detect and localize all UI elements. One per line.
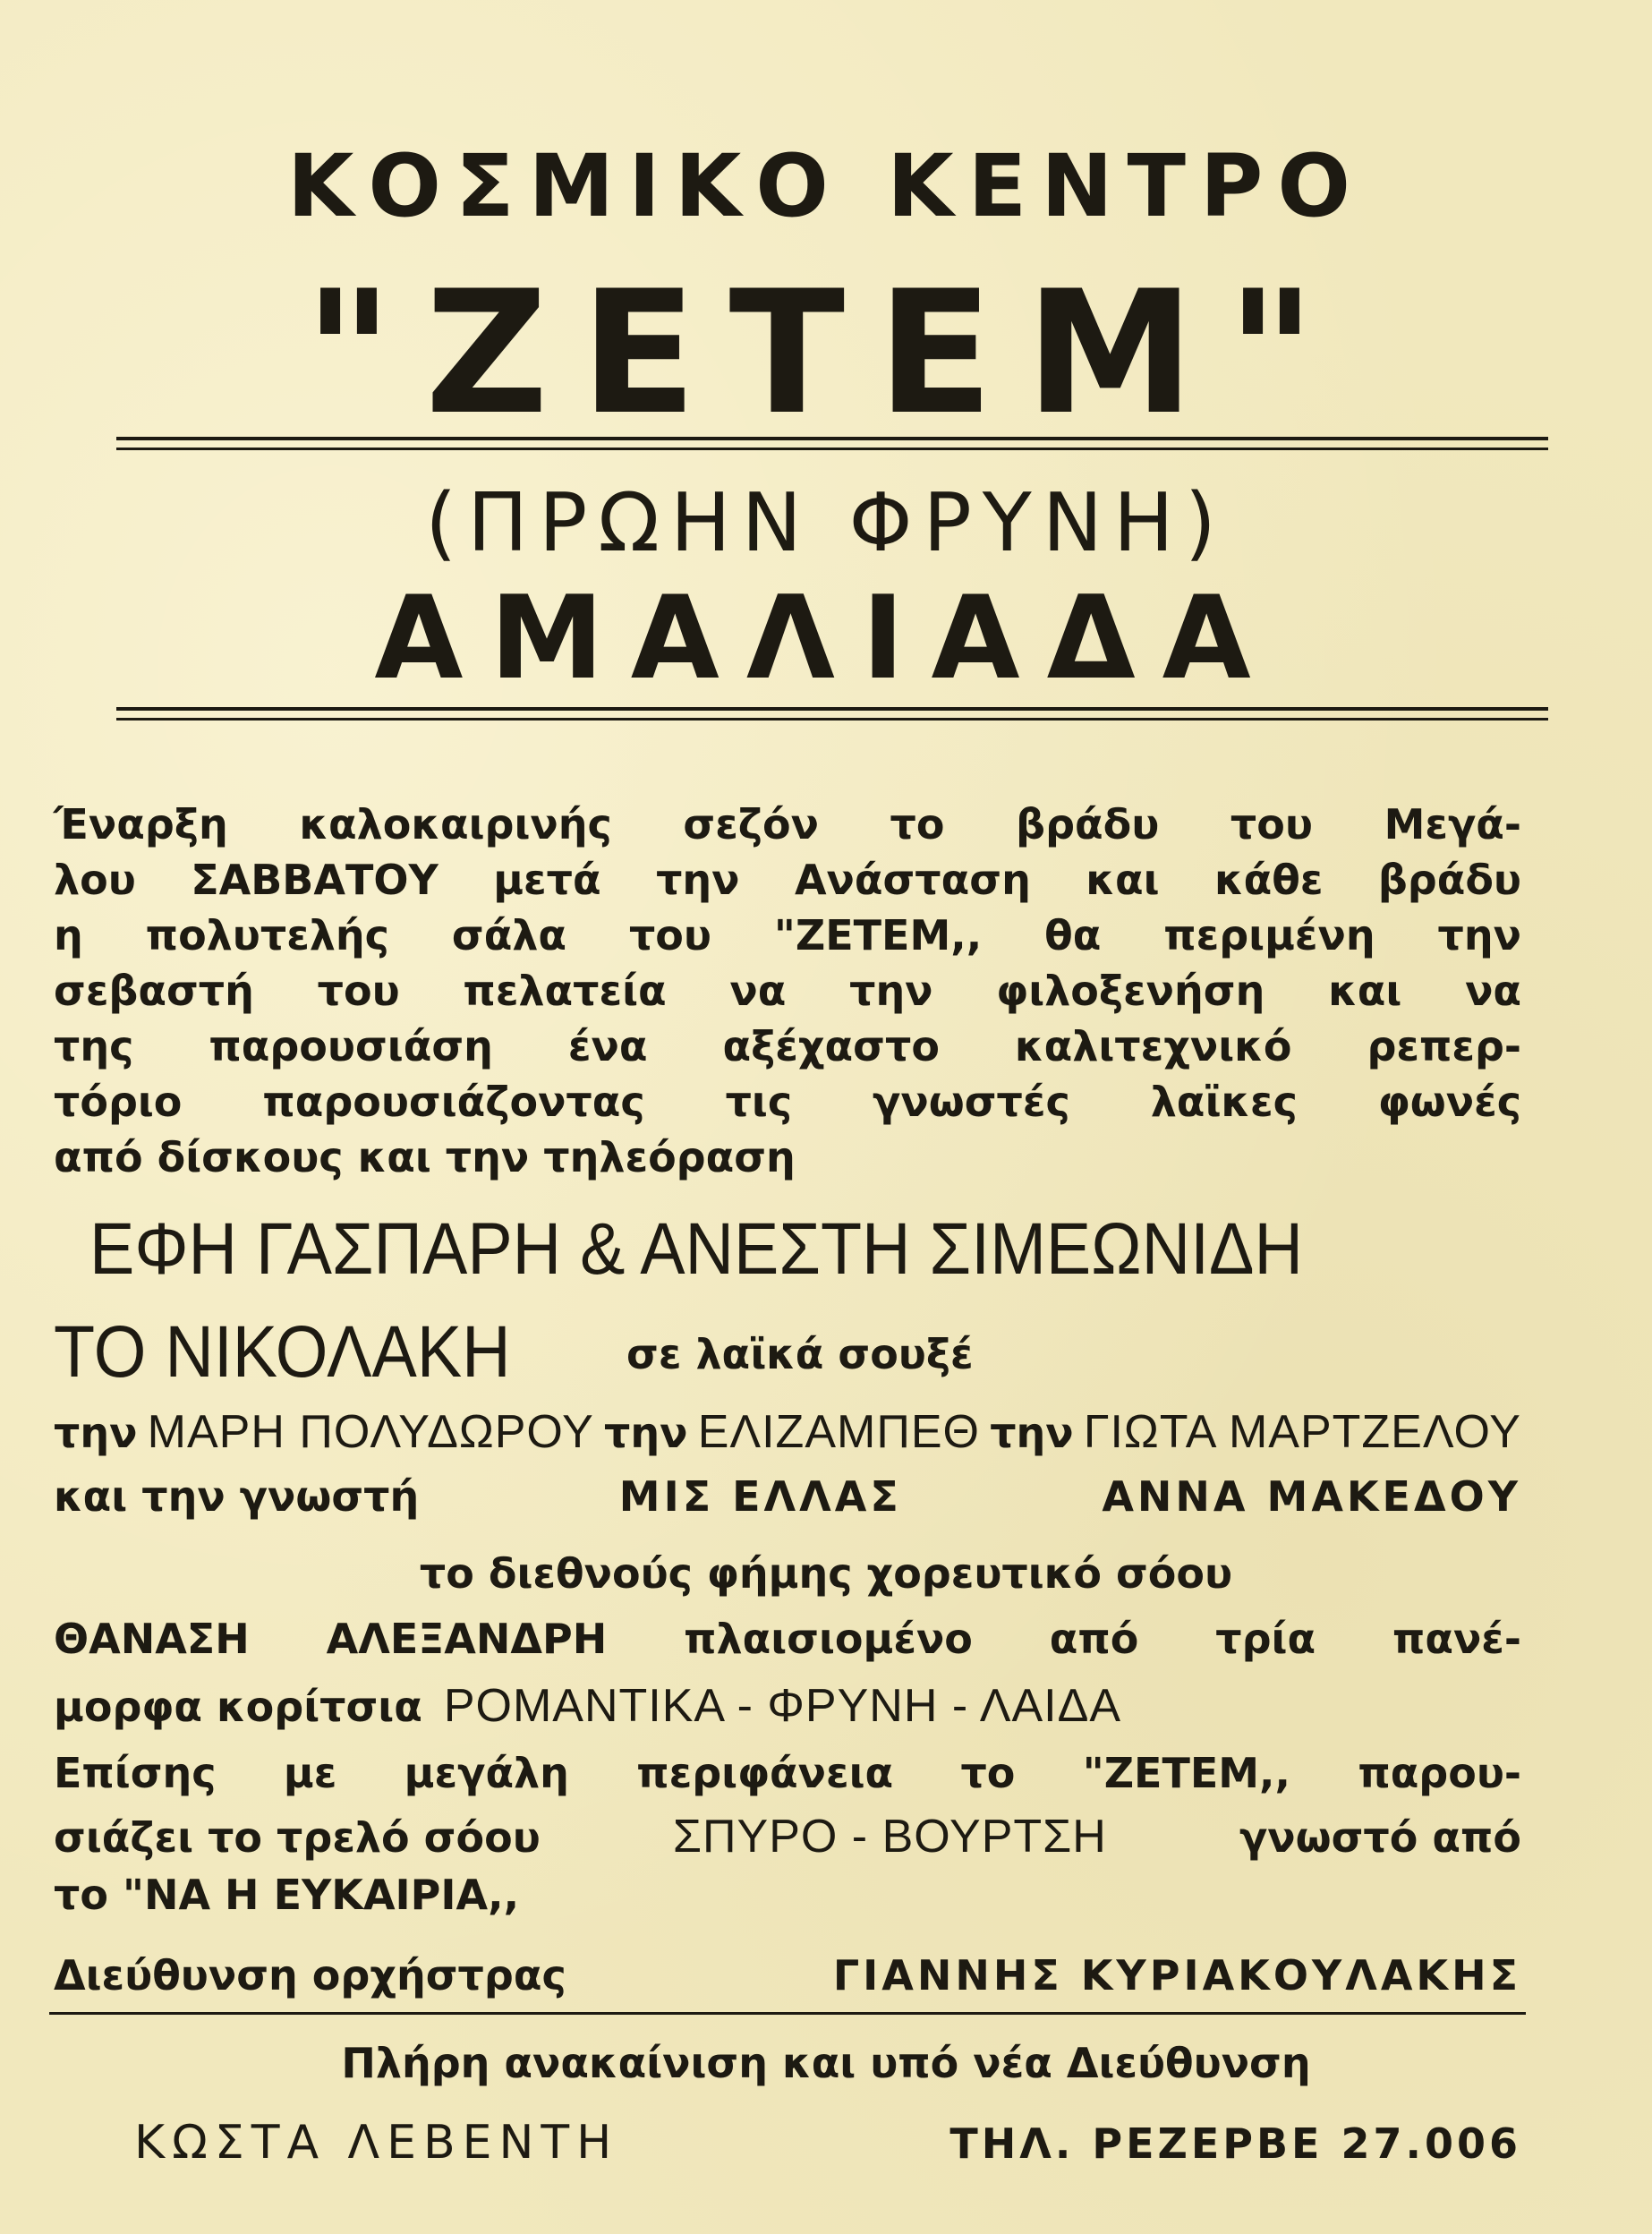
footer-row bbox=[54, 2116, 1521, 2170]
intro-line: από δίσκους και την τηλεόραση bbox=[54, 1133, 796, 1181]
reservation-phone: ΤΗΛ. ΡΕΖΕΡΒΕ 27.006 bbox=[949, 2119, 1521, 2168]
miss-greece-title: ΜΙΣ ΕΛΛΑΣ bbox=[618, 1472, 902, 1521]
venue-type-heading: ΚΟΣΜΙΚΟ ΚΕΝΤΡΟ bbox=[286, 136, 1365, 236]
singer-giota: ΓΙΩΤΑ ΜΑΡΤΖΕΛΟΥ bbox=[1083, 1406, 1521, 1458]
singer-mari: ΜΑΡΗ ΠΟΛΥΔΩΡΟΥ bbox=[147, 1406, 594, 1458]
renovation-line: Πλήρη ανακαίνιση και υπό νέα Διεύθυνση bbox=[341, 2039, 1311, 2087]
header-rule-top bbox=[116, 437, 1548, 440]
intro-line: λου ΣΑΒΒΑΤΟΥ μετά την Ανάσταση και κάθε βράδυ bbox=[54, 856, 1521, 904]
intro-line: σεβαστή του πελατεία να την φιλοξενήση και να bbox=[54, 967, 1521, 1015]
intro-line: η πολυτελής σάλα του "ΖΕΤΕΜ,, θα περιμένη την bbox=[54, 911, 1521, 959]
town-heading: ΑΜΑΛΙΑΔΑ bbox=[374, 572, 1278, 705]
miss-row bbox=[54, 1472, 1521, 1521]
also-paragraph bbox=[54, 1745, 1521, 1801]
owner-name: ΚΩΣΤΑ ΛΕΒΕΝΤΗ bbox=[134, 2116, 619, 2170]
headliners-line: ΕΦΗ ΓΑΣΠΑΡΗ & ΑΝΕΣΤΗ ΣΙΜΕΩΝΙΔΗ bbox=[89, 1208, 1303, 1290]
dance-girls-names: ΡΟΜΑΝΤΙΚΑ - ΦΡΥΝΗ - ΛΑΙΔΑ bbox=[443, 1680, 1122, 1732]
header-rule-top-second bbox=[116, 448, 1548, 450]
singers-row bbox=[54, 1405, 1521, 1459]
spyros-vourtsis-name: ΣΠΥΡΟ - ΒΟΥΡΤΣΗ bbox=[672, 1811, 1107, 1863]
former-name-heading: (ΠΡΩΗΝ ΦΡΥΝΗ) bbox=[425, 476, 1227, 570]
orchestra-director-name: ΓΙΑΝΝΗΣ ΚΥΡΙΑΚΟΥΛΑΚΗΣ bbox=[832, 1951, 1521, 2000]
spyros-row bbox=[54, 1810, 1521, 1863]
header-rule-bottom bbox=[116, 707, 1548, 711]
nikolakis-name: ΤΟ ΝΙΚΟΛΑΚΗ bbox=[54, 1311, 511, 1393]
orchestra-row bbox=[54, 1951, 1521, 2000]
dance-girls-text: μορφα κορίτσια bbox=[54, 1683, 422, 1731]
and-known-text: και την γνωστή bbox=[54, 1472, 420, 1521]
intro-line: της παρουσιάση ένα αξέχαστο καλιτεχνικό ρεπερ- bbox=[54, 1022, 1521, 1070]
header-rule-bottom-second bbox=[116, 718, 1548, 721]
also-known-text: γνωστό από bbox=[1239, 1813, 1521, 1862]
dance-paragraph bbox=[54, 1611, 1521, 1667]
intro-line: τόριο παρουσιάζοντας τις γνωστές λαϊκες φωνές bbox=[54, 1078, 1521, 1126]
dance-line: ΘΑΝΑΣΗ ΑΛΕΞΑΝΔΡΗ πλαισιομένο από τρία πανέ- bbox=[54, 1615, 1521, 1663]
singer-elizabeth: ΕΛΙΖΑΜΠΕΘ bbox=[697, 1406, 980, 1458]
show-title-line: το "ΝΑ Η ΕΥΚΑΙΡΙΑ,, bbox=[54, 1871, 520, 1919]
dance-show-intro: το διεθνούς φήμης χορευτικό σόου bbox=[419, 1549, 1233, 1598]
dance-girls-row bbox=[54, 1679, 1521, 1733]
souze-caption: σε λαϊκά σουξέ bbox=[626, 1330, 974, 1378]
article-text: την bbox=[604, 1409, 688, 1457]
anna-makedou-name: ΑΝΝΑ ΜΑΚΕΔΟΥ bbox=[1102, 1472, 1521, 1521]
orchestra-label: Διεύθυνση ορχήστρας bbox=[54, 1951, 566, 2000]
intro-line: Έναρξη καλοκαιρινής σεζόν το βράδυ του Μεγά- bbox=[54, 800, 1521, 848]
venue-name-title: "ΖΕΤΕΜ" bbox=[303, 254, 1348, 452]
also-text: σιάζει το τρελό σόου bbox=[54, 1813, 541, 1862]
intro-paragraph bbox=[54, 797, 1521, 1185]
article-text: την bbox=[990, 1409, 1074, 1457]
article-text: την bbox=[54, 1409, 138, 1457]
also-line: Επίσης με μεγάλη περιφάνεια το "ΖΕΤΕΜ,, παρου- bbox=[54, 1749, 1521, 1797]
footer-rule bbox=[49, 2012, 1526, 2015]
